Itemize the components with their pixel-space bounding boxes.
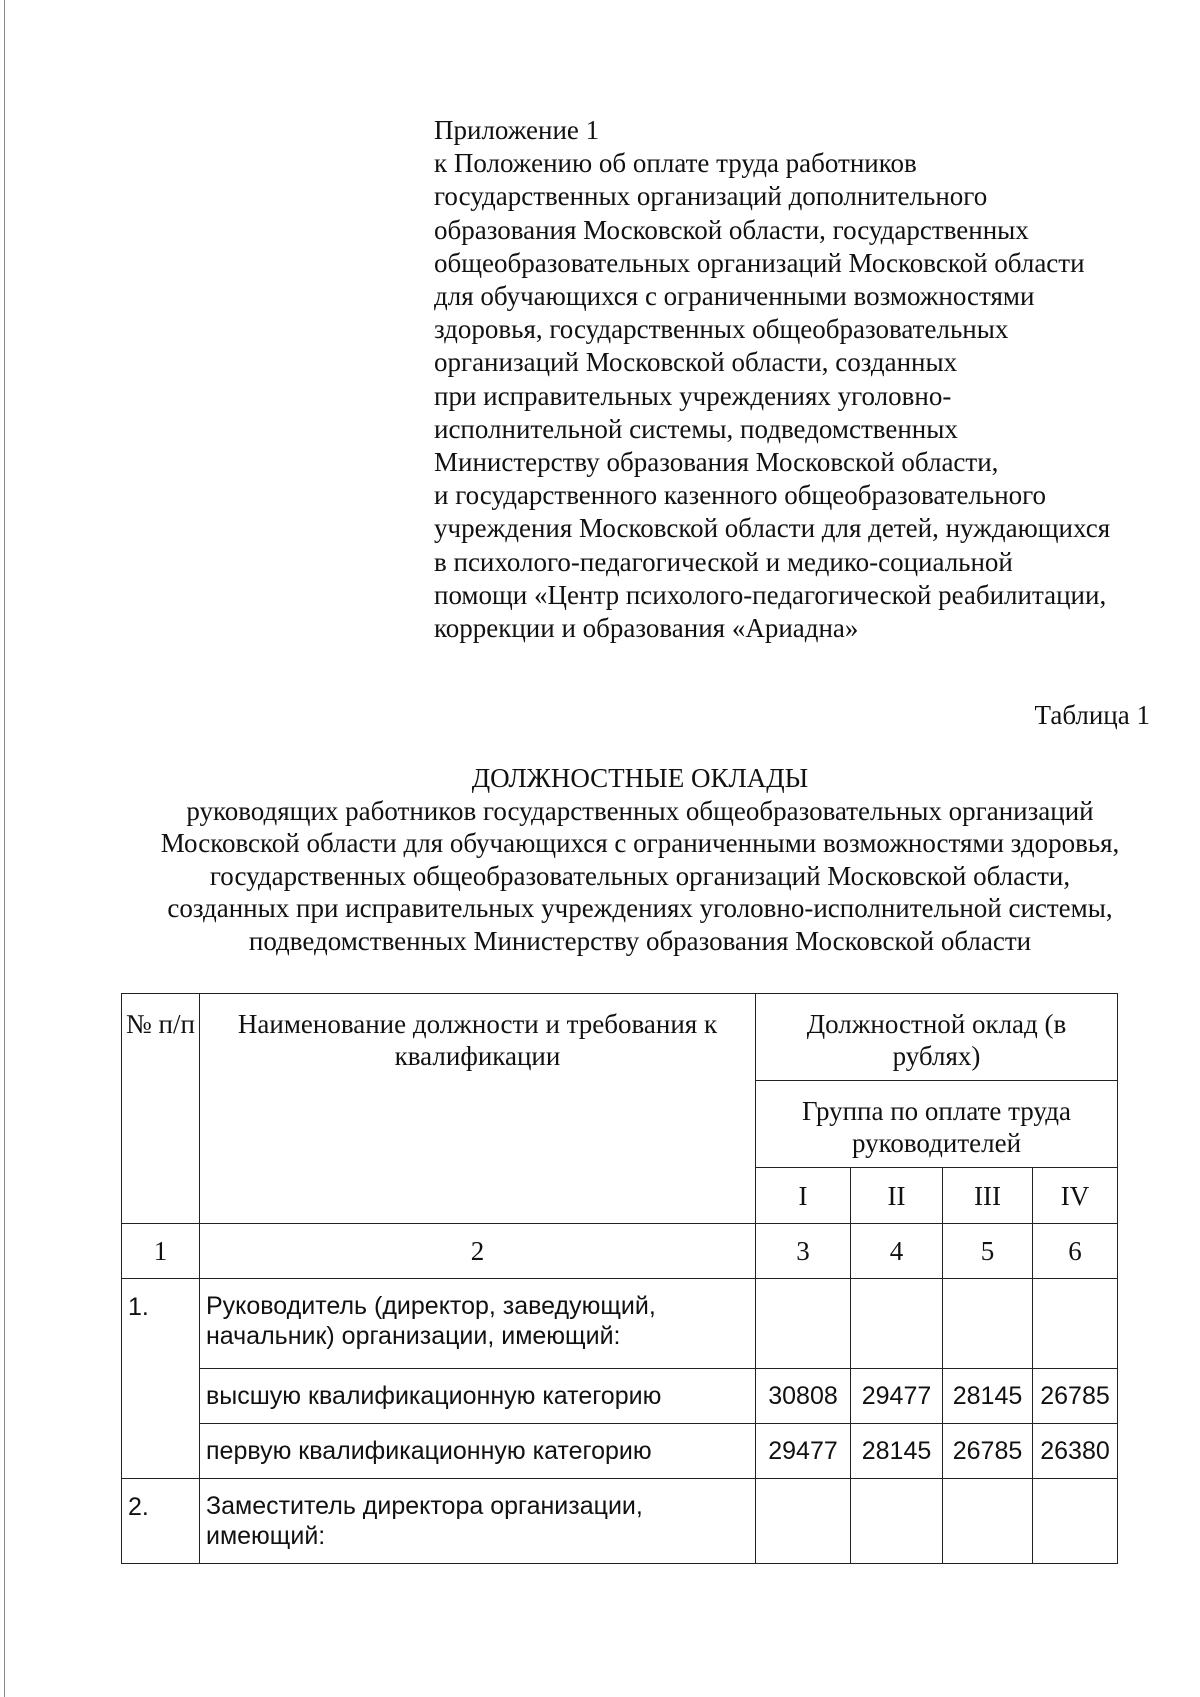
appendix-line: образования Московской области, государственных (434, 214, 1029, 245)
heading-subtitle-line: государственных общеобразовательных организаций Московской области, (209, 860, 1071, 891)
salary-value (756, 1279, 851, 1369)
heading-subtitle-line: Московской области для обучающихся с ограниченными возможностями здоровья, (160, 828, 1120, 859)
heading-subtitle-line: руководящих работников государственных общеобразовательных организаций (186, 795, 1094, 826)
appendix-line: Министерству образования Московской области, (434, 447, 999, 478)
appendix-line: при исправительных учреждениях уголовно- (434, 380, 952, 411)
header-num: № п/п (122, 994, 200, 1224)
salary-value: 29477 (756, 1424, 851, 1479)
appendix-line: для обучающихся с ограниченными возможностями (434, 281, 1035, 312)
appendix-line: организаций Московской области, созданных (434, 347, 958, 378)
appendix-line: государственных организаций дополнительного (434, 181, 988, 212)
salary-value (1033, 1479, 1118, 1564)
scan-edge-line (4, 0, 5, 1697)
column-number: 1 (122, 1224, 200, 1279)
salary-value: 28145 (943, 1369, 1033, 1424)
appendix-note (434, 114, 1174, 645)
appendix-line: общеобразовательных организаций Московской области (434, 247, 1085, 278)
salary-value (851, 1479, 943, 1564)
appendix-line: учреждения Московской области для детей, нуждающихся (434, 513, 1111, 544)
header-group-iv: IV (1033, 1168, 1118, 1224)
header-group: Группа по оплате труда руководителей (756, 1081, 1118, 1168)
column-number: 4 (851, 1224, 943, 1279)
column-number: 3 (756, 1224, 851, 1279)
position-title: Руководитель (директор, заведующий, начальник) организации, имеющий: (200, 1279, 756, 1369)
appendix-line: помощи «Центр психолого-педагогической реабилитации, (434, 579, 1107, 610)
column-number: 6 (1033, 1224, 1118, 1279)
salary-value: 26785 (1033, 1369, 1118, 1424)
appendix-line: к Положению об оплате труда работников (434, 148, 917, 179)
table-label: Таблица 1 (1034, 700, 1150, 730)
table-row (122, 1369, 1118, 1424)
salary-value: 28145 (851, 1424, 943, 1479)
salary-value (943, 1479, 1033, 1564)
column-number: 5 (943, 1224, 1033, 1279)
salary-value (756, 1479, 851, 1564)
appendix-line: в психолого-педагогической и медико-социальной (434, 546, 1013, 577)
row-index: 2. (122, 1479, 200, 1564)
row-index: 1. (122, 1279, 200, 1479)
header-position: Наименование должности и требования к квалификации (200, 994, 756, 1224)
salary-value: 26785 (943, 1424, 1033, 1479)
salary-value (1033, 1279, 1118, 1369)
salary-table (121, 993, 1118, 1564)
header-group-ii: II (851, 1168, 943, 1224)
header-group-i: I (756, 1168, 851, 1224)
table-row (122, 1279, 1118, 1369)
salary-value (943, 1279, 1033, 1369)
table-row (122, 1479, 1118, 1564)
qualification-label: первую квалификационную категорию (200, 1424, 756, 1479)
appendix-line: коррекции и образования «Ариадна» (434, 613, 859, 644)
header-salary: Должностной оклад (в рублях) (756, 994, 1118, 1081)
salary-value: 29477 (851, 1369, 943, 1424)
heading-subtitle-line: подведомственных Министерству образования Московской области (248, 925, 1032, 956)
heading-title: ДОЛЖНОСТНЫЕ ОКЛАДЫ (471, 763, 809, 793)
heading-subtitle-line: созданных при исправительных учреждениях уголовно-исполнительной системы, (167, 893, 1113, 924)
column-number: 2 (200, 1224, 756, 1279)
salary-value: 26380 (1033, 1424, 1118, 1479)
appendix-line: исполнительной системы, подведомственных (434, 413, 958, 444)
qualification-label: высшую квалификационную категорию (200, 1369, 756, 1424)
document-heading (90, 762, 1190, 958)
position-title: Заместитель директора организации, имеющий: (200, 1479, 756, 1564)
header-group-iii: III (943, 1168, 1033, 1224)
salary-value: 30808 (756, 1369, 851, 1424)
table-row (122, 1424, 1118, 1479)
appendix-line: здоровья, государственных общеобразовательных (434, 314, 1009, 345)
salary-value (851, 1279, 943, 1369)
appendix-line: и государственного казенного общеобразовательного (434, 480, 1047, 511)
appendix-line: Приложение 1 (434, 115, 600, 145)
